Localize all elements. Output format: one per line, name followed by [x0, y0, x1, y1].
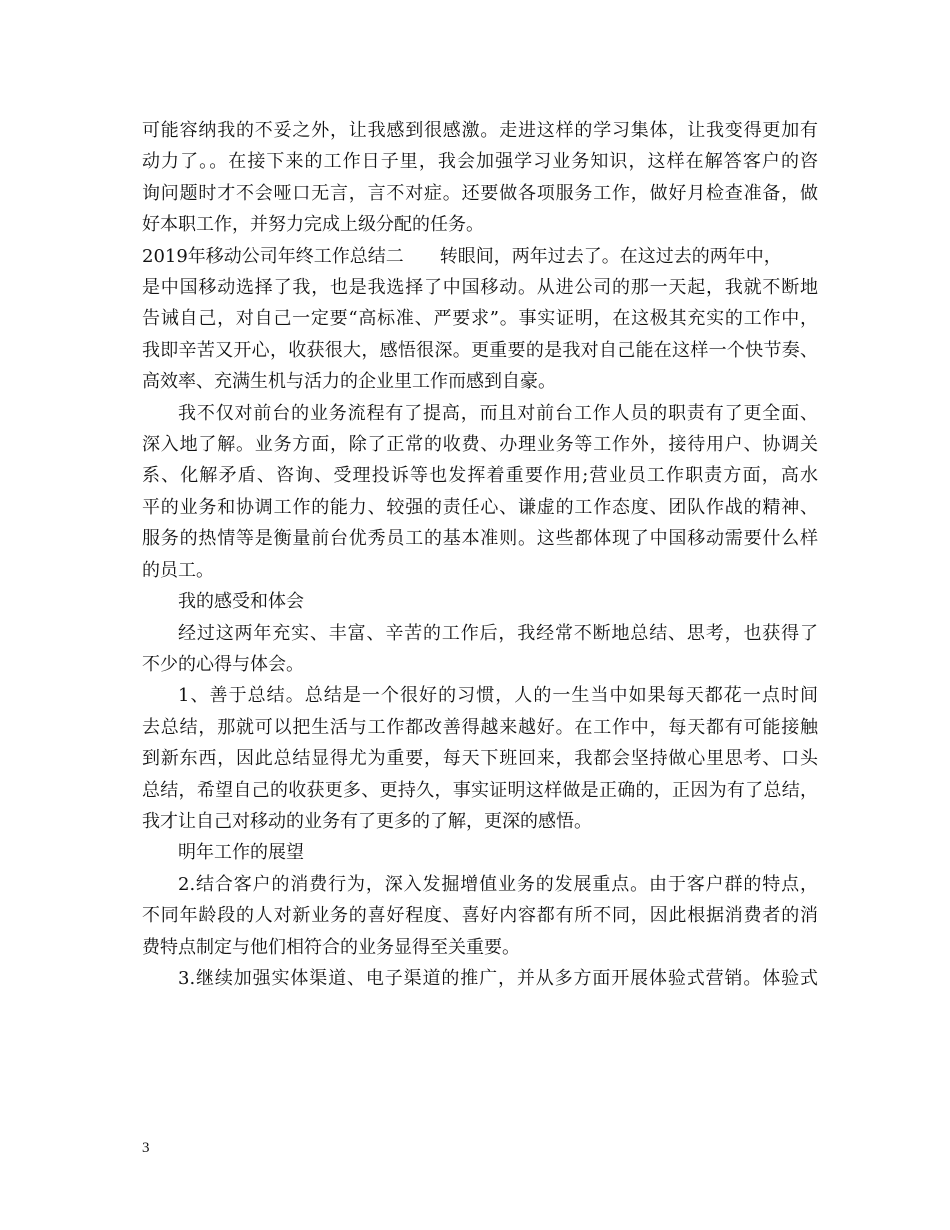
text-line: 好本职工作，并努力完成上级分配的任务。 [142, 214, 484, 236]
text-line: 去总结，那就可以把生活与工作都改善得越来越好。在工作中，每天都有可能接触 [142, 716, 818, 738]
body-text [142, 115, 818, 994]
text-line: 是中国移动选择了我，也是我选择了中国移动。从进公司的那一天起，我就不断地 [142, 277, 818, 299]
text-line: 高效率、充满生机与活力的企业里工作而感到自豪。 [142, 371, 556, 393]
page-number: 3 [142, 1140, 150, 1156]
text-line: 我才让自己对移动的业务有了更多的了解，更深的感悟。 [142, 810, 592, 832]
text-line: 我不仅对前台的业务流程有了提高，而且对前台工作人员的职责有了更全面、 [178, 402, 818, 424]
text-line: 2019年移动公司年终工作总结二 转眼间，两年过去了。在这过去的两年中， [142, 245, 782, 267]
text-line: 2.结合客户的消费行为，深入发掘增值业务的发展重点。由于客户群的特点， [178, 873, 818, 895]
text-line: 明年工作的展望 [178, 842, 304, 864]
text-line: 询问题时才不会哑口无言，言不对症。还要做各项服务工作，做好月检查准备，做 [142, 182, 818, 204]
text-line: 我即辛苦又开心，收获很大，感悟很深。更重要的是我对自己能在这样一个快节奏、 [142, 339, 818, 361]
text-line: 平的业务和协调工作的能力、较强的责任心、谦虚的工作态度、团队作战的精神、 [142, 496, 818, 518]
text-line: 不少的心得与体会。 [142, 653, 304, 675]
text-line: 动力了。。在接下来的工作日子里，我会加强学习业务知识，这样在解答客户的咨 [142, 151, 818, 173]
text-line: 我的感受和体会 [178, 591, 304, 613]
text-line: 到新东西，因此总结显得尤为重要，每天下班回来，我都会坚持做心里思考、口头 [142, 748, 818, 770]
text-line: 深入地了解。业务方面，除了正常的收费、办理业务等工作外，接待用户、协调关 [142, 434, 818, 456]
text-line: 系、化解矛盾、咨询、受理投诉等也发挥着重要作用;营业员工作职责方面，高水 [142, 465, 818, 487]
text-line: 告诫自己，对自己一定要“高标准、严要求”。事实证明，在这极其充实的工作中， [142, 308, 818, 330]
text-line: 可能容纳我的不妥之外，让我感到很感激。走进这样的学习集体，让我变得更加有 [142, 120, 818, 141]
text-line: 经过这两年充实、丰富、辛苦的工作后，我经常不断地总结、思考，也获得了 [178, 622, 818, 644]
text-line: 服务的热情等是衡量前台优秀员工的基本准则。这些都体现了中国移动需要什么样 [142, 528, 818, 550]
text-line: 费特点制定与他们相符合的业务显得至关重要。 [142, 936, 520, 958]
text-line: 总结，希望自己的收获更多、更持久，事实证明这样做是正确的，正因为有了总结， [142, 779, 818, 801]
text-line: 不同年龄段的人对新业务的喜好程度、喜好内容都有所不同，因此根据消费者的消 [142, 905, 818, 927]
text-line: 1、善于总结。总结是一个很好的习惯，人的一生当中如果每天都花一点时间 [178, 685, 818, 707]
text-line: 的员工。 [142, 559, 214, 581]
text-line: 3.继续加强实体渠道、电子渠道的推广，并从多方面开展体验式营销。体验式 [178, 967, 818, 989]
